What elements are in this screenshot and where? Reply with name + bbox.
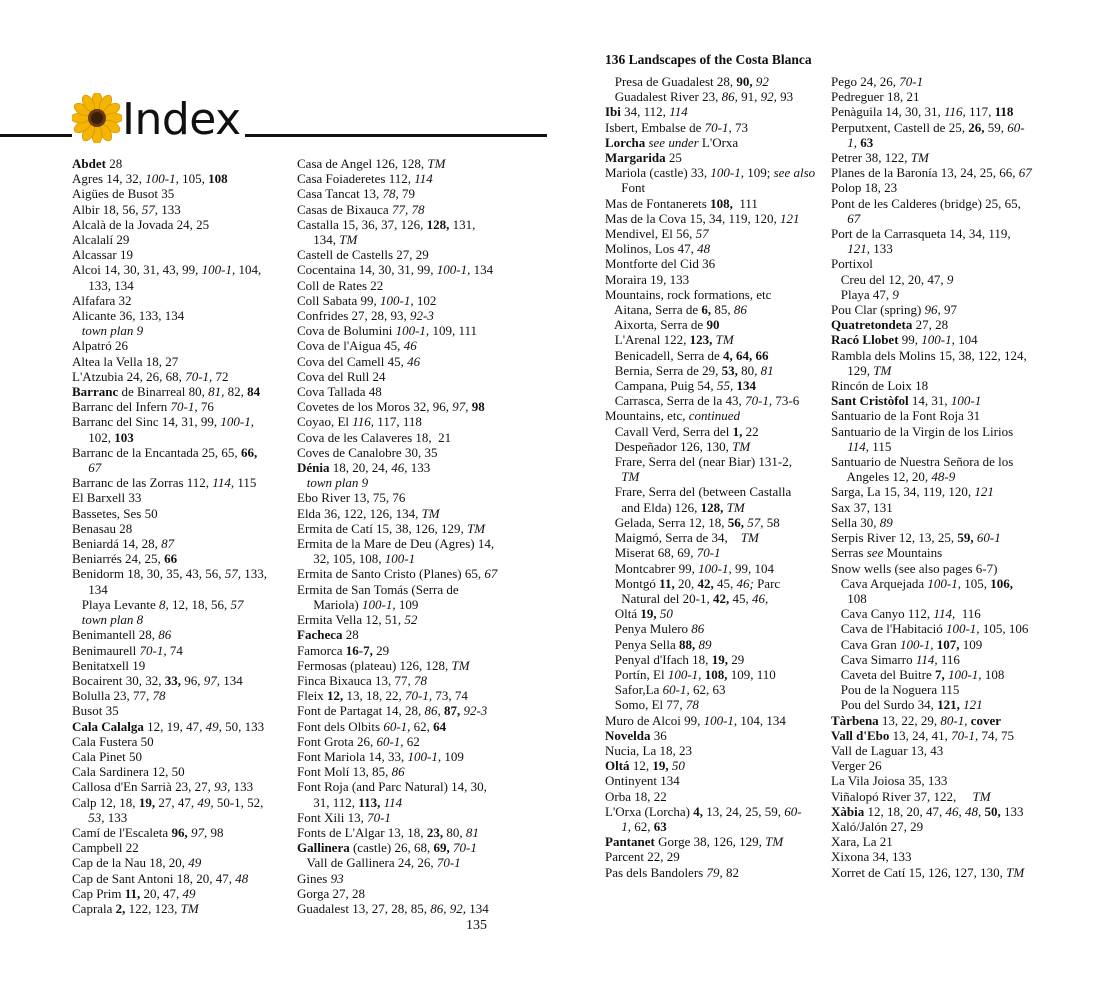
index-entry: Coyao, El 116, 117, 118	[297, 414, 422, 430]
index-entry: Benimaurell 70-1, 74	[72, 642, 183, 658]
index-entry: Font dels Olbits 60-1, 62, 64	[297, 718, 447, 734]
index-entry: Cap Prim 11, 20, 47, 49	[72, 885, 196, 901]
index-entry: Presa de Guadalest 28, 90, 92	[605, 74, 769, 89]
index-entry: and Elda) 126, 128, TM	[605, 499, 745, 515]
index-entry: Santuario de la Font Roja 31	[831, 408, 981, 424]
index-entry: Isbert, Embalse de 70-1, 73	[605, 119, 748, 135]
index-entry: Margarida 25	[605, 150, 682, 166]
index-entry: Safor,La 60-1, 62, 63	[605, 682, 726, 698]
index-entry: Vall d'Ebo 13, 24, 41, 70-1, 74, 75	[831, 727, 1015, 743]
index-entry: Petrer 38, 122, TM	[831, 150, 929, 166]
index-entry: Frare, Serra del (near Biar) 131-2,	[605, 454, 792, 470]
title-rule-left	[0, 134, 72, 137]
index-entry: Miserat 68, 69, 70-1	[605, 545, 721, 561]
index-entry: Mariola) 100-1, 109	[297, 596, 419, 612]
index-entry: Snow wells (see also pages 6-7)	[831, 560, 998, 576]
index-entry: Font Xili 13, 70-1	[297, 809, 391, 825]
index-entry: Planes de la Baronía 13, 24, 25, 66, 67	[831, 165, 1032, 181]
index-entry: Pas dels Bandolers 79, 82	[605, 864, 739, 880]
index-column-4	[831, 74, 1032, 880]
index-entry: Vall de Gallinera 24, 26, 70-1	[297, 855, 461, 871]
index-entry: Alcalà de la Jovada 24, 25	[72, 216, 210, 232]
index-entry: Mariola (castle) 33, 100-1, 109; see also	[605, 165, 816, 181]
index-entry: Coves de Canalobre 30, 35	[297, 444, 438, 460]
index-entry: Novelda 36	[605, 727, 667, 743]
index-entry: Pou del Surdo 34, 121, 121	[831, 697, 983, 713]
index-entry: 1, 63	[847, 134, 874, 150]
index-entry: 108	[831, 590, 867, 606]
index-entry: Barranc de la Encantada 25, 65, 66,	[72, 444, 258, 460]
index-entry: TM	[621, 469, 640, 485]
index-entry: 1, 62, 63	[621, 818, 667, 834]
index-entry: L'Orxa (Lorcha) 4, 13, 24, 25, 59, 60-	[605, 803, 802, 819]
index-entry: Montgó 11, 20, 42, 45, 46; Parc	[605, 575, 781, 591]
index-entry: Beniarrés 24, 25, 66	[72, 551, 178, 567]
index-entry: Busot 35	[72, 703, 119, 719]
index-entry: Coll de Rates 22	[297, 277, 384, 293]
index-entry: Alpatró 26	[72, 338, 128, 354]
index-entry: Mountains, rock formations, etc	[605, 286, 772, 302]
index-entry: Campana, Puig 54, 55, 134	[605, 378, 756, 394]
index-entry: Mountains, etc, continued	[605, 408, 741, 424]
index-entry: Cava Gran 100-1, 107, 109	[831, 636, 983, 652]
index-entry: Benimantell 28, 86	[72, 627, 172, 643]
index-entry: Casa Tancat 13, 78, 79	[297, 186, 415, 202]
index-entry: Cap de la Nau 18, 20, 49	[72, 855, 202, 871]
index-entry: town plan 8	[81, 612, 144, 628]
index-entry: Mas de la Cova 15, 34, 119, 120, 121	[605, 210, 800, 226]
index-entry: Orba 18, 22	[605, 788, 667, 804]
index-column-1	[72, 156, 267, 916]
index-entry: Covetes de los Moros 32, 96, 97, 98	[297, 399, 485, 415]
index-entry: 121, 133	[847, 241, 893, 257]
index-entry: Playa 47, 9	[831, 286, 899, 302]
index-entry: Pedreguer 18, 21	[831, 89, 920, 105]
index-entry: Callosa d'En Sarrià 23, 27, 93, 133	[72, 779, 254, 795]
index-entry: Cala Fustera 50	[72, 733, 154, 749]
index-entry: 133, 134	[72, 277, 134, 293]
index-entry: Sarga, La 15, 34, 119, 120, 121	[831, 484, 994, 500]
index-entry: Confrides 27, 28, 93, 92-3	[297, 308, 434, 324]
index-entry: Mas de Fontanerets 108, 111	[605, 195, 758, 211]
index-entry: Ermita de Catí 15, 38, 126, 129, TM	[297, 520, 486, 536]
index-entry: Penyal d'Ifach 18, 19, 29	[605, 651, 745, 667]
index-entry: Cava de l'Habitació 100-1, 105, 106	[831, 621, 1029, 637]
index-entry: Altea la Vella 18, 27	[72, 353, 179, 369]
index-entry: Pantanet Gorge 38, 126, 129, TM	[605, 834, 784, 850]
index-entry: Cova de Bolumini 100-1, 109, 111	[297, 323, 477, 339]
index-entry: Port de la Carrasqueta 14, 34, 119,	[831, 226, 1011, 242]
index-entry: 53, 133	[88, 809, 128, 825]
index-entry: Dénia 18, 20, 24, 46, 133	[297, 460, 431, 476]
index-entry: Natural del 20-1, 42, 45, 46,	[605, 590, 769, 606]
index-entry: 129, TM	[831, 362, 892, 378]
index-entry: Barranc de Binarreal 80, 81, 82, 84	[72, 384, 261, 400]
index-entry: Cala Pinet 50	[72, 748, 143, 764]
index-entry: Alcoi 14, 30, 31, 43, 99, 100-1, 104,	[72, 262, 262, 278]
index-entry: L'Arenal 122, 123, TM	[605, 332, 734, 348]
index-entry: Agres 14, 32, 100-1, 105, 108	[72, 171, 228, 187]
index-entry: Xixona 34, 133	[831, 849, 912, 865]
index-title: Index	[122, 94, 241, 145]
index-entry: Gallinera (castle) 26, 68, 69, 70-1	[297, 840, 477, 856]
index-entry: Barranc del Infern 70-1, 76	[72, 399, 214, 415]
index-entry: Camí de l'Escaleta 96, 97, 98	[72, 824, 224, 840]
index-entry: Font de Partagat 14, 28, 86, 87, 92-3	[297, 703, 488, 719]
index-entry: Cova de l'Aigua 45, 46	[297, 338, 417, 354]
index-entry: Viñalopó River 37, 122, TM	[831, 788, 991, 804]
index-entry: Gines 93	[297, 870, 344, 886]
index-entry: Cavall Verd, Serra del 1, 22	[605, 423, 759, 439]
index-entry: 67	[88, 460, 102, 476]
index-entry: Elda 36, 122, 126, 134, TM	[297, 505, 440, 521]
index-entry: Rambla dels Molins 15, 38, 122, 124,	[831, 347, 1027, 363]
index-entry: Penàguila 14, 30, 31, 116, 117, 118	[831, 104, 1014, 120]
index-entry: Montcabrer 99, 100-1, 99, 104	[605, 560, 774, 576]
index-entry: Sella 30, 89	[831, 514, 893, 530]
index-entry: Serras see Mountains	[831, 545, 943, 561]
index-entry: 134	[72, 581, 108, 597]
index-entry: Ontinyent 134	[605, 773, 680, 789]
index-entry: Santuario de la Virgin de los Lirios	[831, 423, 1014, 439]
index-entry: Famorca 16-7, 29	[297, 642, 390, 658]
index-entry: Cocentaina 14, 30, 31, 99, 100-1, 134	[297, 262, 494, 278]
index-entry: Sax 37, 131	[831, 499, 893, 515]
index-entry: 114, 115	[847, 438, 892, 454]
index-entry: Verger 26	[831, 758, 882, 774]
index-entry: Bocairent 30, 32, 33, 96, 97, 134	[72, 672, 243, 688]
index-entry: 32, 105, 108, 100-1	[297, 551, 416, 567]
index-entry: Portixol	[831, 256, 873, 272]
index-entry: Gelada, Serra 12, 18, 56, 57, 58	[605, 514, 780, 530]
index-entry: La Vila Joiosa 35, 133	[831, 773, 948, 789]
index-entry: Pou Clar (spring) 96, 97	[831, 302, 958, 318]
index-entry: Alfafara 32	[72, 292, 132, 308]
index-entry: Frare, Serra del (between Castalla	[605, 484, 792, 500]
index-entry: Bassetes, Ses 50	[72, 505, 158, 521]
index-entry: 102, 103	[72, 429, 134, 445]
index-entry: Polop 18, 23	[831, 180, 898, 196]
index-entry: Creu del 12, 20, 47, 9	[831, 271, 954, 287]
index-entry: Ebo River 13, 75, 76	[297, 490, 406, 506]
index-entry: Finca Bixauca 13, 77, 78	[297, 672, 427, 688]
index-entry: L'Atzubia 24, 26, 68, 70-1, 72	[72, 368, 229, 384]
index-entry: Penya Mulero 86	[605, 621, 705, 637]
index-entry: Cava Canyo 112, 114, 116	[831, 606, 981, 622]
index-entry: Lorcha see under L'Orxa	[605, 134, 739, 150]
index-entry: Cava Arquejada 100-1, 105, 106,	[831, 575, 1013, 591]
index-entry: Ermita de San Tomás (Serra de	[297, 581, 459, 597]
index-entry: Racó Llobet 99, 100-1, 104	[831, 332, 978, 348]
index-entry: Calp 12, 18, 19, 27, 47, 49, 50-1, 52,	[72, 794, 264, 810]
index-entry: Nucia, La 18, 23	[605, 742, 693, 758]
index-entry: Mendivel, El 56, 57	[605, 226, 709, 242]
index-entry: Vall de Laguar 13, 43	[831, 742, 944, 758]
index-entry: Pont de les Calderes (bridge) 25, 65,	[831, 195, 1021, 211]
index-entry: Bolulla 23, 77, 78	[72, 688, 166, 704]
index-entry: Alcassar 19	[72, 247, 134, 263]
index-entry: Beniardá 14, 28, 87	[72, 536, 175, 552]
index-entry: Bernia, Serra de 29, 53, 80, 81	[605, 362, 774, 378]
index-entry: Font	[605, 180, 646, 196]
index-entry: Benidorm 18, 30, 35, 43, 56, 57, 133,	[72, 566, 267, 582]
index-entry: Alicante 36, 133, 134	[72, 308, 185, 324]
index-entry: Quatretondeta 27, 28	[831, 317, 949, 333]
index-column-3	[605, 74, 815, 880]
index-entry: Fonts de L'Algar 13, 18, 23, 80, 81	[297, 824, 479, 840]
index-entry: Facheca 28	[297, 627, 359, 643]
index-entry: Ermita Vella 12, 51, 52	[297, 612, 418, 628]
index-entry: Fermosas (plateau) 126, 128, TM	[297, 657, 470, 673]
index-entry: Casas de Bixauca 77, 78	[297, 201, 425, 217]
index-entry: 134, TM	[297, 232, 358, 248]
index-entry: Xàbia 12, 18, 20, 47, 46, 48, 50, 133	[831, 803, 1024, 819]
index-column-2	[297, 156, 497, 916]
index-entry: Portín, El 100-1, 108, 109, 110	[605, 666, 776, 682]
index-entry: Fleix 12, 13, 18, 22, 70-1, 73, 74	[297, 688, 468, 704]
index-entry: Albir 18, 56, 57, 133	[72, 201, 181, 217]
index-entry: Gorga 27, 28	[297, 885, 366, 901]
index-entry: Oltá 19, 50	[605, 606, 673, 622]
index-entry: Castalla 15, 36, 37, 126, 128, 131,	[297, 216, 476, 232]
index-entry: Somo, El 77, 78	[605, 697, 699, 713]
index-entry: Muro de Alcoi 99, 100-1, 104, 134	[605, 712, 786, 728]
index-entry: Cala Calalga 12, 19, 47, 49, 50, 133	[72, 718, 265, 734]
index-entry: Caprala 2, 122, 123, TM	[72, 900, 199, 916]
index-entry: Font Grota 26, 60-1, 62	[297, 733, 420, 749]
index-entry: Aitana, Serra de 6, 85, 86	[605, 302, 747, 318]
index-entry: Aigües de Busot 35	[72, 186, 175, 202]
index-entry: Montforte del Cid 36	[605, 256, 716, 272]
index-entry: town plan 9	[306, 475, 369, 491]
index-entry: Angeles 12, 20, 48-9	[831, 469, 956, 485]
sunflower-icon	[72, 93, 122, 143]
index-entry: Xaló/Jalón 27, 29	[831, 818, 924, 834]
index-entry: Molinos, Los 47, 48	[605, 241, 711, 257]
index-entry: Coll Sabata 99, 100-1, 102	[297, 292, 437, 308]
index-entry: El Barxell 33	[72, 490, 142, 506]
index-entry: Serpis River 12, 13, 25, 59, 60-1	[831, 530, 1001, 546]
index-entry: Ibi 34, 112, 114	[605, 104, 688, 120]
index-entry: Font Molí 13, 85, 86	[297, 764, 405, 780]
index-entry: Aixorta, Serra de 90	[605, 317, 720, 333]
index-entry: Carrasca, Serra de la 43, 70-1, 73-6	[605, 393, 800, 409]
index-entry: Barranc del Sinc 14, 31, 99, 100-1,	[72, 414, 254, 430]
index-entry: Font Roja (and Parc Natural) 14, 30,	[297, 779, 487, 795]
index-entry: Cap de Sant Antoni 18, 20, 47, 48	[72, 870, 249, 886]
index-entry: Caveta del Buitre 7, 100-1, 108	[831, 666, 1005, 682]
index-entry: Cova del Camell 45, 46	[297, 353, 421, 369]
index-entry: Cova del Rull 24	[297, 368, 386, 384]
index-entry: Casa Foiaderetes 112, 114	[297, 171, 433, 187]
index-entry: Sant Cristòfol 14, 31, 100-1	[831, 393, 982, 409]
index-entry: Cova de les Calaveres 18, 21	[297, 429, 452, 445]
index-entry: Playa Levante 8, 12, 18, 56, 57	[72, 596, 244, 612]
index-entry: Xorret de Catí 15, 126, 127, 130, TM	[831, 864, 1025, 880]
index-entry: Castell de Castells 27, 29	[297, 247, 429, 263]
index-entry: Perputxent, Castell de 25, 26, 59, 60-	[831, 119, 1025, 135]
running-head: 136 Landscapes of the Costa Blanca	[605, 52, 812, 67]
index-entry: Campbell 22	[72, 840, 139, 856]
index-entry: Moraira 19, 133	[605, 271, 690, 287]
index-entry: Maigmó, Serra de 34, TM	[605, 530, 759, 546]
index-entry: Ermita de la Mare de Deu (Agres) 14,	[297, 536, 495, 552]
index-entry: Abdet 28	[72, 156, 123, 171]
index-entry: Cala Sardinera 12, 50	[72, 764, 185, 780]
index-entry: Penya Sella 88, 89	[605, 636, 712, 652]
index-entry: 31, 112, 113, 114	[297, 794, 403, 810]
index-entry: Benicadell, Serra de 4, 64, 66	[605, 347, 769, 363]
index-entry: Benasau 28	[72, 520, 133, 536]
index-entry: Alcalalí 29	[72, 232, 130, 248]
index-entry: Pego 24, 26, 70-1	[831, 74, 924, 89]
index-entry: 67	[847, 210, 861, 226]
index-entry: Ermita de Santo Cristo (Planes) 65, 67	[297, 566, 498, 582]
title-rule-right	[245, 134, 547, 137]
index-entry: Cova Tallada 48	[297, 384, 382, 400]
index-entry: Xara, La 21	[831, 834, 893, 850]
index-entry: Cava Simarro 114, 116	[831, 651, 960, 667]
index-entry: Benitatxell 19	[72, 657, 146, 673]
index-entry: Tàrbena 13, 22, 29, 80-1, cover	[831, 712, 1002, 728]
index-entry: Guadalest 13, 27, 28, 85, 86, 92, 134	[297, 900, 489, 916]
index-entry: Parcent 22, 29	[605, 849, 680, 865]
index-entry: Casa de Angel 126, 128, TM	[297, 156, 446, 171]
index-entry: Guadalest River 23, 86, 91, 92, 93	[605, 89, 794, 105]
index-entry: Santuario de Nuestra Señora de los	[831, 454, 1014, 470]
index-entry: Rincón de Loix 18	[831, 378, 929, 394]
index-entry: Oltá 12, 19, 50	[605, 758, 685, 774]
index-entry: Font Mariola 14, 33, 100-1, 109	[297, 748, 464, 764]
index-entry: Pou de la Noguera 115	[831, 682, 960, 698]
index-entry: Despeñador 126, 130, TM	[605, 438, 751, 454]
page-number: 135	[466, 918, 487, 933]
index-entry: town plan 9	[81, 323, 144, 339]
index-entry: Barranc de las Zorras 112, 114, 115	[72, 475, 257, 491]
